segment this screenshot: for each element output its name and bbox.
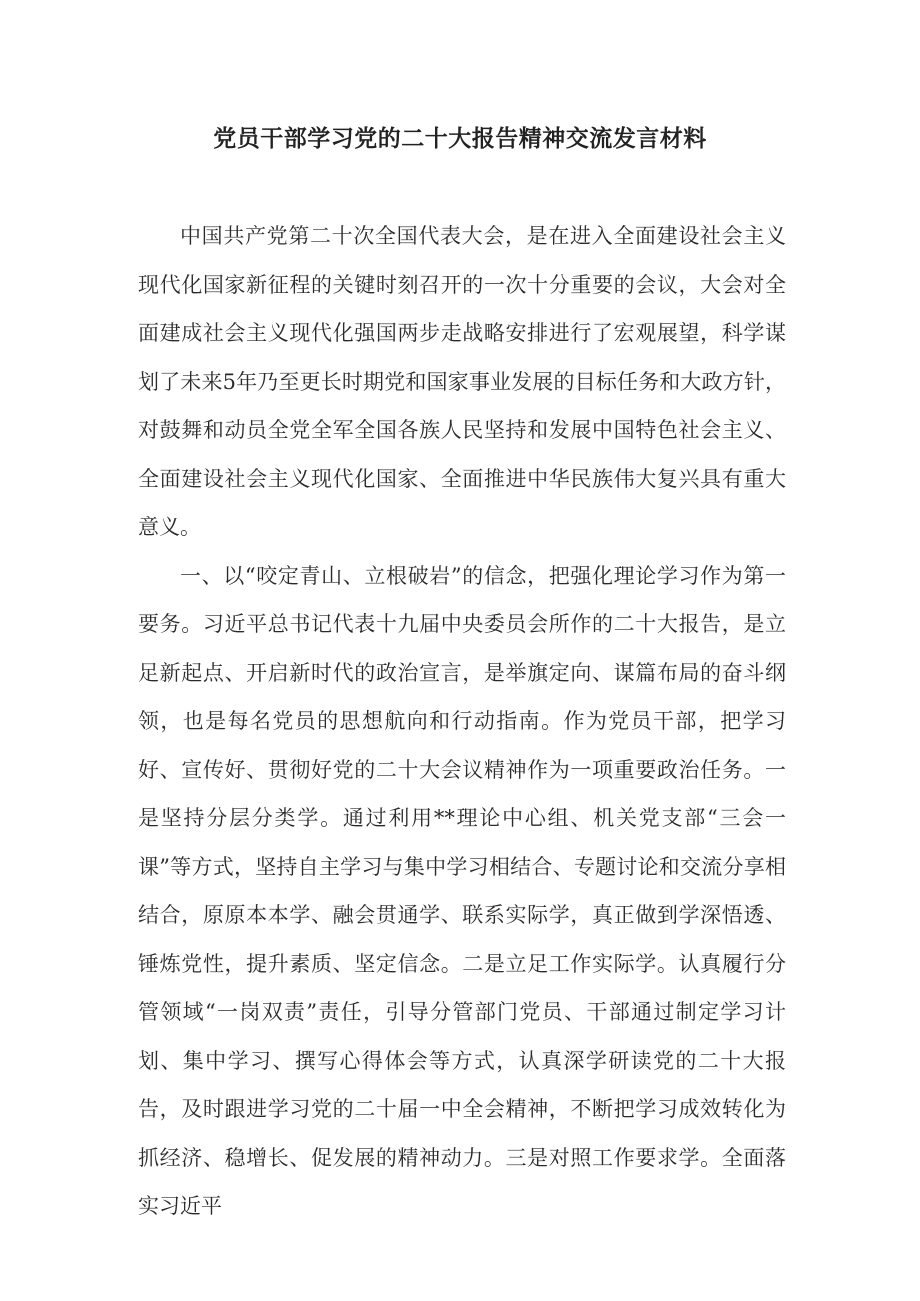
document-body bbox=[138, 212, 786, 1231]
paragraph-section-one: 一、以“咬定青山、立根破岩”的信念，把强化理论学习作为第一要务。习近平总书记代表十九届中央委员会所作的二十大报告，是立足新起点、开启新时代的政治宣言，是举旗定向、谋篇布局的奋斗纲领，也是每名党员的思想航向和行动指南。作为党员干部，把学习好、宣传好、贯彻好党的二十大会议精神作为一项重要政治任务。一是坚持分层分类学。通过利用**理论中心组、机关党支部“三会一课”等方式，坚持自主学习与集中学习相结合、专题讨论和交流分享相结合，原原本本学、融会贯通学、联系实际学，真正做到学深悟透、锤炼党性，提升素质、坚定信念。二是立足工作实际学。认真履行分管领域“一岗双责”责任，引导分管部门党员、干部通过制定学习计划、集中学习、撰写心得体会等方式，认真深学研读党的二十大报告，及时跟进学习党的二十届一中全会精神，不断把学习成效转化为抓经济、稳增长、促发展的精神动力。三是对照工作要求学。全面落实习近平 bbox=[138, 563, 786, 1218]
paragraph-intro: 中国共产党第二十次全国代表大会，是在进入全面建设社会主义现代化国家新征程的关键时刻召开的一次十分重要的会议，大会对全面建成社会主义现代化强国两步走战略安排进行了宏观展望，科学谋划了未来5年乃至更长时期党和国家事业发展的目标任务和大政方针，对鼓舞和动员全党全军全国各族人民坚持和发展中国特色社会主义、全面建设社会主义现代化国家、全面推进中华民族伟大复兴具有重大意义。 bbox=[138, 224, 786, 539]
document-title: 党员干部学习党的二十大报告精神交流发言材料 bbox=[213, 126, 707, 152]
